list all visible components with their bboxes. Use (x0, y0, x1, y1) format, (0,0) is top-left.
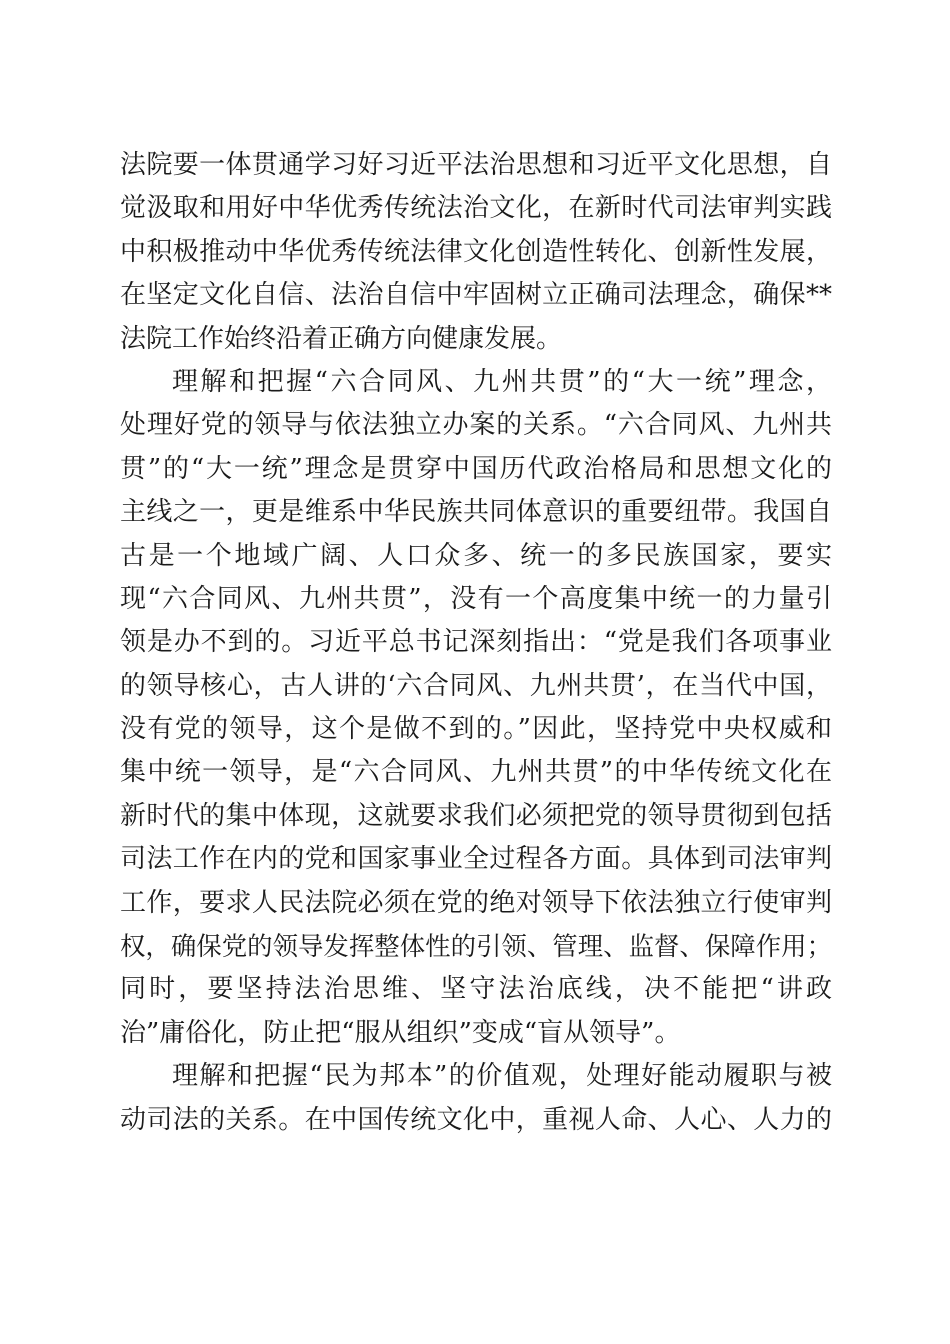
text-line: 权，确保党的领导发挥整体性的引领、管理、监督、保障作用； (120, 931, 832, 962)
text-line: 觉汲取和用好中华优秀传统法治文化，在新时代司法审判实践 (120, 193, 832, 224)
text-line: 领是办不到的。习近平总书记深刻指出：“党是我们各项事业 (120, 627, 832, 658)
text-line: 贯”的“大一统”理念是贯穿中国历代政治格局和思想文化的 (120, 453, 832, 484)
text-line: 法院要一体贯通学习好习近平法治思想和习近平文化思想，自 (120, 150, 832, 180)
text-line: 没有党的领导，这个是做不到的。”因此，坚持党中央权威和 (120, 714, 832, 745)
text-line: 的领导核心，古人讲的‘六合同风、九州共贯’，在当代中国， (120, 670, 832, 701)
text-line: 主线之一，更是维系中华民族共同体意识的重要纽带。我国自 (120, 497, 832, 528)
text-line: 现“六合同风、九州共贯”，没有一个高度集中统一的力量引 (120, 583, 832, 614)
text-line: 处理好党的领导与依法独立办案的关系。“六合同风、九州共 (120, 410, 832, 441)
text-line: 理解和把握“民为邦本”的价值观，处理好能动履职与被 (172, 1061, 832, 1092)
paragraph (120, 144, 832, 361)
text-line: 司法工作在内的党和国家事业全过程各方面。具体到司法审判 (120, 844, 832, 875)
body-text (120, 144, 832, 1142)
text-line: 理解和把握“六合同风、九州共贯”的“大一统”理念， (172, 366, 832, 397)
text-line: 同时，要坚持法治思维、坚守法治底线，决不能把“讲政 (120, 974, 832, 1005)
paragraph (120, 361, 832, 1055)
text-line: 动司法的关系。在中国传统文化中，重视人命、人心、人力的 (120, 1104, 832, 1135)
text-line: 新时代的集中体现，这就要求我们必须把党的领导贯彻到包括 (120, 800, 832, 831)
text-line: 工作，要求人民法院必须在党的绝对领导下依法独立行使审判 (120, 887, 832, 918)
text-line: 古是一个地域广阔、人口众多、统一的多民族国家，要实 (120, 540, 832, 571)
text-line: 治”庸俗化，防止把“服从组织”变成“盲从领导”。 (120, 1017, 681, 1048)
text-line: 在坚定文化自信、法治自信中牢固树立正确司法理念，确保** (120, 280, 832, 311)
paragraph (120, 1055, 832, 1142)
text-line: 中积极推动中华优秀传统法律文化创造性转化、创新性发展， (120, 236, 832, 267)
text-line: 法院工作始终沿着正确方向健康发展。 (120, 323, 563, 354)
text-line: 集中统一领导，是“六合同风、九州共贯”的中华传统文化在 (120, 757, 832, 788)
